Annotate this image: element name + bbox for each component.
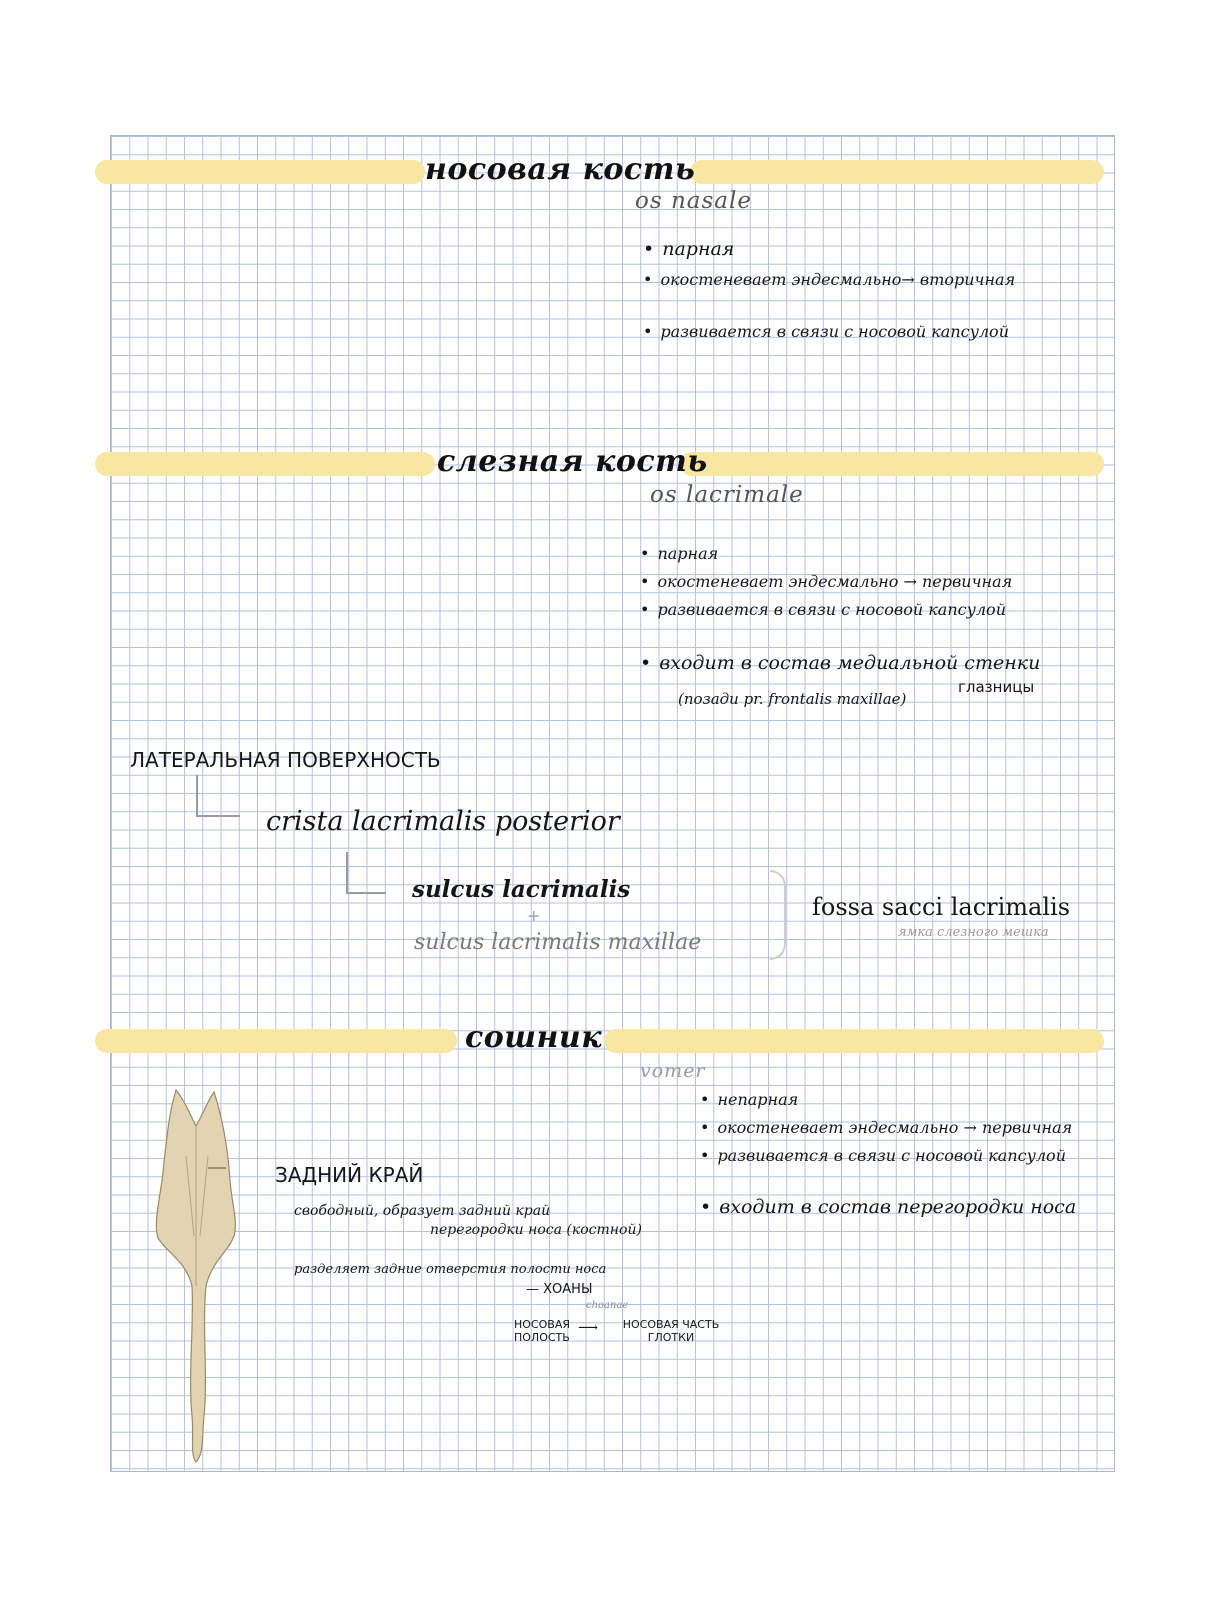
nasal-bone-latin: os nasale [635, 188, 752, 214]
connector-lateral-to-crest [196, 775, 240, 817]
vomer-bullet-ossification: • окостеневает эндесмально → первичная [700, 1118, 1072, 1137]
fossa-translation: ямка слезного мешка [898, 925, 1049, 940]
posterior-edge-heading: ЗАДНИЙ КРАЙ [275, 1163, 424, 1187]
lacrimal-bone-title: слезная кость [437, 444, 708, 479]
nasal-bullet-paired: • парная [643, 238, 734, 260]
pharynx-part-text: НОСОВАЯ ЧАСТЬ ГЛОТКИ [622, 1318, 720, 1344]
lacrimal-location-note: (позади pr. frontalis maxillae) [678, 690, 907, 708]
sulcus-lacrimalis: sulcus lacrimalis [412, 876, 631, 903]
fossa-sacci-lacrimalis: fossa sacci lacrimalis [812, 893, 1071, 921]
crista-lacrimalis-posterior: crista lacrimalis posterior [266, 806, 620, 837]
lacrimal-bone-latin: os lacrimale [650, 482, 804, 508]
lacrimal-bullet-ossification: • окостеневает эндесмально → первичная [640, 572, 1012, 591]
lacrimal-bullet-medial-wall: • входит в состав медиальной стенки [640, 652, 1040, 674]
vomer-bone-illustration [148, 1086, 244, 1466]
lacrimal-orbit-word: глазницы [958, 678, 1035, 696]
lacrimal-bullet-paired: • парная [640, 544, 718, 563]
title-highlight-right [604, 1029, 1104, 1053]
nasal-bullet-development: • развивается в связи с носовой капсулой [643, 322, 1009, 341]
free-edge-line2: перегородки носа (костной) [430, 1222, 642, 1238]
vomer-bullet-development: • развивается в связи с носовой капсулой [700, 1146, 1066, 1165]
lacrimal-bullet-development: • развивается в связи с носовой капсулой [640, 600, 1006, 619]
connector-crest-to-sulcus [346, 852, 386, 894]
vomer-latin: vomer [640, 1060, 706, 1082]
title-highlight-left [95, 452, 435, 476]
title-highlight-right [680, 452, 1104, 476]
vomer-bullet-septum: • входит в состав перегородки носа [700, 1196, 1076, 1218]
free-edge-line1: свободный, образует задний край [294, 1203, 551, 1219]
title-highlight-right [690, 160, 1104, 184]
brace [770, 870, 786, 960]
vomer-title: сошник [465, 1020, 603, 1055]
title-highlight-left [95, 1029, 457, 1053]
nasal-bullet-ossification: • окостеневает эндесмально→ вторичная [643, 270, 1015, 289]
vomer-bullet-unpaired: • непарная [700, 1090, 798, 1109]
lateral-surface-heading: ЛАТЕРАЛЬНАЯ ПОВЕРХНОСТЬ [130, 748, 441, 772]
choanae-latin: choanae [586, 1300, 629, 1311]
nasal-bone-title: носовая кость [425, 152, 696, 187]
plus-sign: + [527, 906, 541, 925]
choanae-text: — ХОАНЫ [526, 1282, 593, 1297]
sulcus-lacrimalis-maxillae: sulcus lacrimalis maxillae [414, 930, 702, 955]
arrow-icon: ⟶ [578, 1320, 599, 1336]
nasal-cavity-text: НОСОВАЯ ПОЛОСТЬ [514, 1318, 570, 1344]
title-highlight-left [95, 160, 425, 184]
separates-text: разделяет задние отверстия полости носа [294, 1262, 607, 1277]
